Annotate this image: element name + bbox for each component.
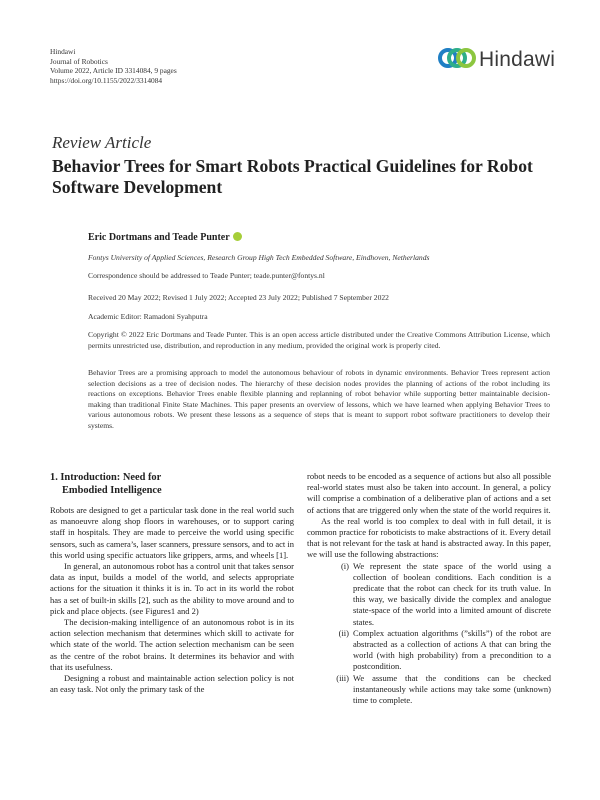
article-type: Review Article [52,133,152,152]
correspondence: Correspondence should be addressed to Teade Punter; teade.punter@fontys.nl [88,271,325,280]
list-item [307,673,551,707]
paragraph: The decision-making intelligence of an autonomous robot is in its action selection mechanism that determines which skill to activate for which state of the world. The action selection mechanism can be seen as the centre of the robot brains. It determines its behavior and with that its usefulness. [50,617,294,672]
abstract-text: Behavior Trees are a promising approach to model the autonomous behaviour of robots in dynamic environments. Behavior Trees represent action selection decisions as a tree of decision nodes. The hierarchy of these decision nodes provides the planning of actions of the robot including its reactions on exceptions. Behavior Trees enable flexible planning and replanning of robot behavior while supporting better maintainable decision-making than traditional Finite State Machines. This paper presents an overview of lessons, which we have learned when applying Behavior Trees to various autonomous robots. We present these lessons as a sequence of steps that is meant to support robot software practitioners to develop their systems. [88,368,550,430]
abstract [88,368,550,432]
hindawi-logo-icon [437,44,477,72]
journal-header [50,47,177,85]
left-column [50,505,294,695]
list-item-number: (ii) [338,627,349,638]
volume-info: Volume 2022, Article ID 3314084, 9 pages [50,66,177,76]
author-names: Eric Dortmans and Teade Punter [88,232,230,243]
list-item-number: (iii) [336,672,349,683]
list-item [307,561,551,628]
journal-name: Journal of Robotics [50,56,108,66]
section-heading [50,471,162,497]
article-title: Behavior Trees for Smart Robots Practical Guidelines for Robot Software Development [52,156,533,197]
doi-link[interactable]: https://doi.org/10.1155/2022/3314084 [50,75,163,85]
list-item-text: Complex actuation algorithms (”skills”) of the robot are abstracted as a collection of actions A that can bring the world (with high probability) from a precondition to a postcondition. [353,627,551,672]
paragraph: Robots are designed to get a particular task done in the real world such as manoeuvre along shop floors in warehouses, or to support caring staff in hospitals. They are made to perceive the world using specific sensors, such as camera’s, laser scanners, pressure sensors, and to act in this world using specific actuators like grippers, arms, and wheels [1]. [50,505,294,560]
right-column [307,471,551,706]
affiliation: Fontys University of Applied Sciences, Research Group High Tech Embedded Software, Eindhoven, Netherlands [88,253,430,262]
paragraph: robot needs to be encoded as a sequence of actions but also all possible real-world states must also be taken into account. In general, a policy will comprise a combination of a deliberative plan of actions and a set of actions that are triggered only when the state of the world requires it. [307,471,551,515]
academic-editor: Academic Editor: Ramadoni Syahputra [88,312,208,321]
copyright-notice [88,330,550,351]
paragraph: As the real world is too complex to deal with in full detail, it is common practice for roboticists to make abstractions of it. Every detail that is not relevant for the task at hand is abstracted away. In this paper, we will use the following abstractions: [307,515,551,560]
section-heading-line2: Embodied Intelligence [62,485,162,497]
copyright-text: Copyright © 2022 Eric Dortmans and Teade Punter. This is an open access article distributed under the Creative Commons Attribution License, which permits unrestricted use, distribution, and reproduction in any medium, provided the original work is properly cited. [88,330,550,350]
paragraph: Designing a robust and maintainable action selection policy is not an easy task. Not only the primary task of the [50,673,294,695]
logo-wordmark: Hindawi [479,48,556,71]
list-item-number: (i) [340,560,349,571]
publisher-name: Hindawi [50,47,76,56]
orcid-icon[interactable] [233,232,242,241]
publication-dates: Received 20 May 2022; Revised 1 July 2022; Accepted 23 July 2022; Published 7 September 2022 [88,293,389,302]
list-item-text: We represent the state space of the world using a collection of boolean conditions. Each condition is a predicate that the robot can check for its truth value. In this way, we basically divide the complex and analogue state-space of the world into a limited amount of discrete states. [353,560,551,627]
abstractions-list [307,561,551,707]
authors [88,232,242,243]
section-heading-line1: 1. Introduction: Need for [50,472,162,483]
paragraph: In general, an autonomous robot has a control unit that takes sensor data as input, builds a model of the world, and selects appropriate actions for the situation it thinks it is in. To act in its world the robot has a set of built-in skills [2], such as the ability to move around and to pick and place objects. (see Figures1 and 2) [50,561,294,616]
hindawi-logo [437,44,557,74]
list-item-text: We assume that the conditions can be checked instantaneously while actions may take some (unknown) time to complete. [353,672,551,706]
list-item [307,628,551,673]
